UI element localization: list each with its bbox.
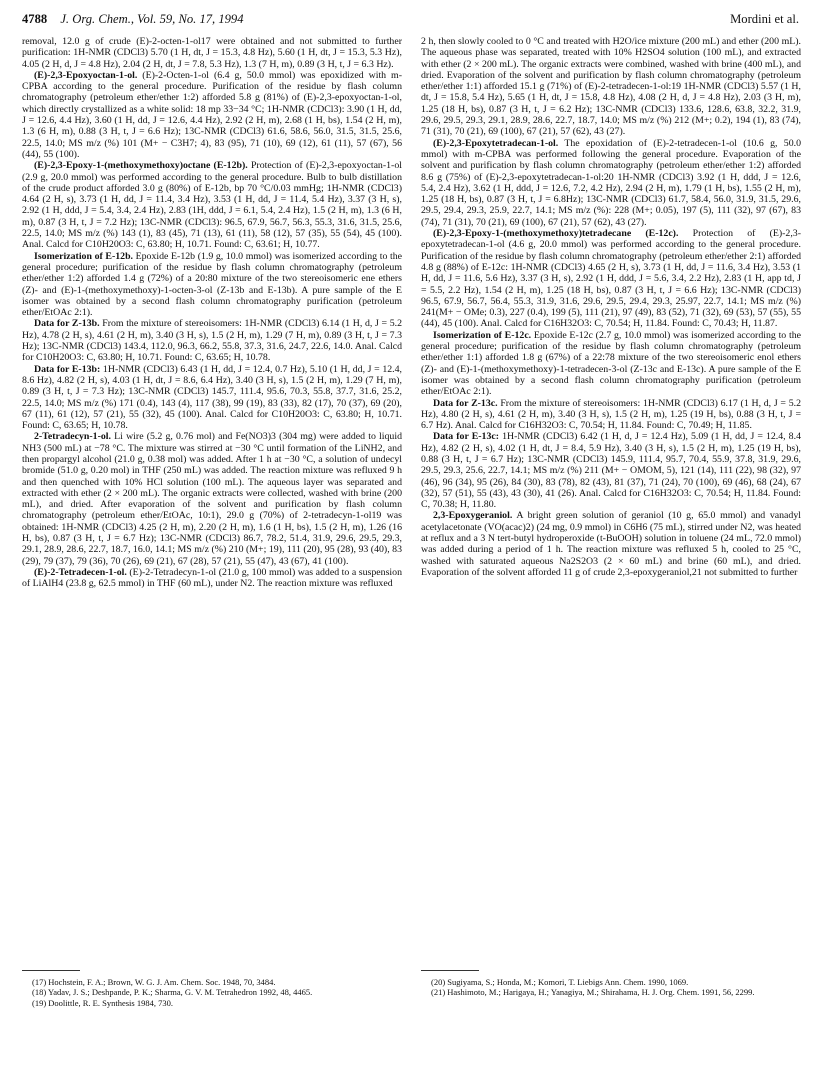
footnote-19: (19) Doolittle, R. E. Synthesis 1984, 730. (32, 997, 173, 1008)
page-number: 4788 (22, 12, 48, 26)
paragraph: (E)-2,3-Epoxy-1-(methoxymethoxy)tetradecane (E-12c). Protection of (E)-2,3-epoxytetradecan-1-ol (4.6 g, 20.0 mmol) was performed according to the general procedure. Purification of the residue by flash column chromatography (petroleum ether/ether 2:1) afforded 4.8 g (88%) of E-12c: 1H-NMR (CDCl3) 4.65 (2 H, s), 3.73 (1 H, dd, J = 11.6, 3.4 Hz), 3.53 (1 H, dd, J = 11.6, 5.6 Hz), 3.37 (3 H, s), 2.92 (1 H, ddd, J = 5.6, 3.4, 2.2 Hz), 2.83 (1 H, app td, J = 5.5, 2.2 Hz), 1.54 (2 H, m), 1.25 (18 H, bs), 0.87 (3 H, t, J = 6.6 Hz); 13C-NMR (CDCl3) 96.5, 67.9, 56.7, 56.4, 55.3, 31.9, 31.6, 29.6, 29.5, 29.4, 29.3, 25.97, 22.7, 14.1; MS m/z (%) 241(M+ − OMe; 0.3), 227 (0.4), 199 (5), 111 (21), 97 (49), 83 (52), 71 (32), 69 (53), 57 (55), 55 (44), 45 (100). Anal. Calcd for C16H32O3: C, 70.54; H, 11.84. Found: C, 70.43; H, 11.87. (421, 228, 801, 330)
paragraph: (E)-2,3-Epoxytetradecan-1-ol. The epoxidation of (E)-2-tetradecen-1-ol (10.6 g, 50.0 mmol) with m-CPBA was performed following the general procedure. Evaporation of the solvent and purification by flash column chromatography (petroleum ether/ether 1:2) afforded 8.6 g (75%) of (E)-2,3-epoxytetradecan-1-ol:20 1H-NMR (CDCl3) 3.92 (1 H, ddd, J = 12.6, 5.4, 2.4 Hz), 3.62 (1 H, ddd, J = 12.6, 7.2, 4.2 Hz), 2.94 (2 H, m), 1.79 (1 H, bs), 1.55 (2 H, m), 1.25 (18 H, bs), 0.87 (3 H, t, J = 6.8Hz); 13C-NMR (CDCl3) 61.7, 58.4, 56.0, 31.9, 31.5, 29.6, 29.5, 29.4, 29.3, 25.9, 22.7, 14.1; MS m/z (%): 228 (M+; 0.05), 197 (5), 111 (32), 97 (67), 83 (74), 71 (31), 70 (21), 69 (100), 67 (21), 57 (62), 43 (27). (421, 137, 801, 228)
footnotes-right (421, 977, 801, 998)
journal-citation: J. Org. Chem., Vol. 59, No. 17, 1994 (60, 12, 244, 26)
footnote-21: (21) Hashimoto, M.; Harigaya, H.; Yanagiya, M.; Shirahama, H. J. Org. Chem. 1991, 56, 2299. (431, 987, 755, 998)
paragraph: (E)-2,3-Epoxyoctan-1-ol. (E)-2-Octen-1-ol (6.4 g, 50.0 mmol) was epoxidized with m-CPBA according to the general procedure. Purification of the residue by flash column chromatography (petroleum ether/ether 1:2) afforded 5.8 g (81%) of (E)-2,3-epoxyoctan-1-ol, which directly crystallized as a white solid: 18 mp 33−34 °C; 1H-NMR (CDCl3): 3.90 (1 H, dd, J = 12.6, 4.4 Hz), 3.60 (1 H, dd, J = 12.6, 4.4 Hz), 2.92 (2 H, m), 2.68 (1 H, bs), 1.54 (2 H, m), 1.3 (6 H, m), 0.88 (3 H, t, J = 6.6 Hz); 13C-NMR (CDCl3) 61.6, 58.6, 56.0, 31.5, 31.5, 25.6, 22.5, 14.0; MS m/z (%) 101 (M+ − C3H7; 4), 83 (95), 71 (10), 69 (12), 61 (11), 57 (67), 56 (44), 55 (100). (22, 69, 402, 160)
footnote-20: (20) Sugiyama, S.; Honda, M.; Komori, T. Liebigs Ann. Chem. 1990, 1069. (431, 977, 689, 987)
section-heading: Isomerization of E-12c. (433, 329, 532, 341)
paragraph: Isomerization of E-12b. Epoxide E-12b (1.9 g, 10.0 mmol) was isomerized according to the general procedure; purification of the residue by flash column chromatography (petroleum ether/ether 1:2) afforded 1.4 g (72%) of a 20:80 mixture of the two stereoisomeric ene ethers (Z)- and (E)-1-(methoxymethoxy)-1-octen-3-ol (Z-13b and E-13b). A pure sample of the E isomer was obtained by a second flash column chromatography purification (petroleum ether/EtOAc 2:1). (22, 250, 402, 319)
paragraph: Data for Z-13b. From the mixture of stereoisomers: 1H-NMR (CDCl3) 6.14 (1 H, d, J = 5.2 Hz), 4.78 (2 H, s), 4.61 (2 H, m), 3.40 (3 H, s), 1.5 (2 H, m), 1.29 (7 H, m), 0.89 (3 H, t, J = 7.3 Hz); 13C-NMR (CDCl3) 143.4, 112.0, 96.3, 66.2, 55.8, 37.3, 31.6, 24.7, 22.6, 14.0. Anal. Calcd for C10H20O3: C, 63.80; H, 10.71. Found: C, 63.65; H, 10.78. (22, 318, 402, 364)
section-heading: (E)-2,3-Epoxy-1-(methoxymethoxy)octane (E-12b). (34, 160, 248, 172)
section-heading: Isomerization of E-12b. (34, 250, 133, 262)
paragraph: Isomerization of E-12c. Epoxide E-12c (2.7 g, 10.0 mmol) was isomerized according to the general procedure; purification of the residue by flash column chromatography (petroleum ether/ether 1:1) afforded 1.8 g (67%) of a 22:78 mixture of the two stereoisomeric enol ethers (Z)- and (E)-1-(methoxymethoxy)-1-tetradecen-3-ol (Z-13c and E-13c). A pure sample of the E isomer was obtained by a second flash column chromatography purification (petroleum ether/EtOAc 2:1). (421, 329, 801, 398)
section-heading: Data for E-13c: (433, 431, 500, 443)
footnote-18: (18) Yadav, J. S.; Deshpande, P. K.; Sharma, G. V. M. Tetrahedron 1992, 48, 4465. (32, 987, 313, 998)
footnote-divider (22, 970, 80, 971)
paragraph: 2,3-Epoxygeraniol. A bright green solution of geraniol (10 g, 65.0 mmol) and vanadyl acetylacetonate (VO(acac)2) (24 mg, 0.9 mmol) in C6H6 (75 mL), stirred under N2, was heated at reflux and a 3 N tert-butyl hydroperoxide (t-BuOOH) solution in toluene (24 mL, 72.0 mmol) was added during a period of 1 h. The reaction mixture was refluxed 5 h, cooled to 25 °C, washed with saturated aqueous Na2S2O3 (2 × 60 mL) and brine (60 mL), and dried. Evaporation of the solvent afforded 11 g of crude 2,3-epoxygeraniol,21 not submitted to further (421, 510, 801, 578)
paragraph: (E)-2,3-Epoxy-1-(methoxymethoxy)octane (E-12b). Protection of (E)-2,3-epoxyoctan-1-ol (2.9 g, 20.0 mmol) was performed according to the general procedure. Bulb to bulb distillation of the crude product afforded 3.0 g (80%) of E-12b, bp 70 °C/0.03 mmHg; 1H-NMR (CDCl3) 4.64 (2 H, s), 3.73 (1 H, dd, J = 11.4, 3.4 Hz), 3.53 (1 H, dd, J = 11.4, 5.4 Hz), 3.37 (3 H, s), 2.92 (1 H, ddd, J = 5.4, 3.4, 2.4 Hz), 2.83 (1H, ddd, J = 6.1, 5.4, 2.4 Hz), 1.5 (2 H, m), 1.3 (6 H, m), 0.87 (3 H, t, J = 7.2 Hz); 13C-NMR (CDCl3): 96.5, 67.9, 56.7, 56.3, 55.3, 31.6, 31.5, 25.6, 22.5, 14.0; MS m/z (%) 143 (1), 83 (45), 71 (13), 61 (11), 58 (12), 57 (35), 55 (54), 45 (100). Anal. Calcd for C10H20O3: C, 63.80; H, 10.71. Found: C, 63.61; H, 10.77. (22, 160, 402, 251)
section-heading: 2-Tetradecyn-1-ol. (34, 431, 112, 443)
section-heading: 2,3-Epoxygeraniol. (433, 510, 513, 522)
section-heading: Data for Z-13b. (34, 318, 100, 330)
section-heading: Data for Z-13c. (433, 397, 498, 409)
paragraph: Data for Z-13c. From the mixture of stereoisomers: 1H-NMR (CDCl3) 6.17 (1 H, d, J = 5.2 Hz), 4.80 (2 H, s), 4.61 (2 H, m), 3.40 (3 H, s), 1.5 (2 H, m), 1.25 (19 H, bs), 0.88 (3 H, t, J = 6.7 Hz). Anal. Calcd for C16H32O3: C, 70.54; H, 11.84. Found: C, 70.49; H, 11.85. (421, 397, 802, 432)
section-heading: Data for E-13b: (34, 363, 101, 375)
paragraph: Data for E-13b: 1H-NMR (CDCl3) 6.43 (1 H, dd, J = 12.4, 0.7 Hz), 5.10 (1 H, dd, J = 12.4, 8.6 Hz), 4.82 (2 H, s), 4.03 (1 H, dt, J = 8.6, 6.4 Hz), 3.40 (3 H, s), 1.5 (2 H, m), 1.29 (7 H, m), 0.89 (3 H, t, J = 7.3 Hz); 13C-NMR (CDCl3) 145.7, 111.4, 95.6, 70.3, 55.8, 37.7, 31.6, 25.2, 22.5, 14.0; MS m/z (%) 171 (0.4), 143 (4), 117 (38), 99 (19), 83 (33), 82 (17), 70 (37), 69 (20), 67 (11), 61 (12), 57 (21), 55 (32), 45 (100). Anal. Calcd for C10H20O3: C, 63.80; H, 10.71. Found: C, 63.65; H, 10.78. (22, 363, 403, 432)
paragraph: 2 h, then slowly cooled to 0 °C and treated with H2O/ice mixture (200 mL) and ether (200 mL). The aqueous phase was separated, treated with 10% H2SO4 solution (100 mL), and extracted with ether (2 × 200 mL). The organic extracts were combined, washed with brine (400 mL), and dried. Evaporation of the solvent and purification by flash column chromatography (petroleum ether/ether 1:1) afforded 15.1 g (71%) of (E)-2-tetradecen-1-ol:19 1H-NMR (CDCl3) 5.57 (1 H, dt, J = 15.8, 5.4 Hz), 5.65 (1 H, dt, J = 15.8, 4.8 Hz), 4.08 (2 H, d, J = 4.8 Hz), 2.03 (3 H, m), 1.25 (18 H, bs), 0.87 (3 H, t, J = 6.2 Hz); 13C-NMR (CDCl3) 133.6, 128.6, 63.8, 32.2, 31.9, 29.6, 29.5, 29.3, 29.1, 28.9, 28.6, 22.7, 18.7, 14.0; MS m/z (%) 212 (M+; 0.2), 194 (1), 83 (74), 71 (31), 70 (21), 69 (100), 67 (21), 57 (62), 43 (27). (421, 36, 801, 138)
section-heading: (E)-2,3-Epoxytetradecan-1-ol. (433, 137, 559, 149)
running-authors: Mordini et al. (730, 12, 799, 26)
section-heading: (E)-2-Tetradecen-1-ol. (34, 566, 127, 578)
paragraph: Data for E-13c: 1H-NMR (CDCl3) 6.42 (1 H, d, J = 12.4 Hz), 5.09 (1 H, dd, J = 12.4, 8.4 Hz), 4.82 (2 H, s), 4.02 (1 H, dt, J = 8.4, 5.9 Hz), 3.40 (3 H, s), 1.5 (2 H, m), 1.25 (19 H, bs), 0.88 (3 H, t, J = 6.7 Hz); 13C-NMR (CDCl3) 145.9, 111.4, 95.7, 70.4, 55.9, 37.8, 31.9, 29.6, 29.5, 29.3, 25.6, 22.7, 14.1; MS m/z (%) 211 (M+ − OMOM, 5), 121 (14), 111 (22), 98 (32), 97 (46), 96 (34), 95 (26), 84 (30), 83 (78), 82 (43), 81 (37), 71 (24), 70 (100), 69 (46), 68 (24), 67 (32), 57 (51), 55 (43), 43 (30), 41 (26). Anal. Calcd for C16H32O3: C, 70.54; H, 11.84. Found: C, 70.38; H, 11.80. (421, 431, 801, 511)
paragraph: 2-Tetradecyn-1-ol. Li wire (5.2 g, 0.76 mol) and Fe(NO3)3 (304 mg) were added to liquid NH3 (500 mL) at −78 °C. The mixture was stirred at −30 °C until formation of the LiNH2, and then propargyl alcohol (21.0 g, 0.38 mol) was added. After 1 h at −30 °C, a solution of undecyl bromide (51.0 g, 0.20 mol) in THF (250 mL) was added. The reaction mixture was refluxed 9 h and then quenched with 10% HCl solution (100 mL). The aqueous layer was separated and extracted with ether (2 × 200 mL). The organic extracts were collected, washed with brine (200 mL), and dried. After evaporation of the solvent and purification by flash column chromatography (petroleum ether/EtOAc, 10:1), 29.0 g (70%) of 2-tetradecyn-1-ol19 was obtained: 1H-NMR (CDCl3) 4.25 (2 H, m), 2.20 (2 H, m), 1.6 (1 H, bs), 1.5 (2 H, m), 1.26 (16 H, bs), 0.87 (3 H, t, J = 6.7 Hz); 13C-NMR (CDCl3) 86.7, 78.2, 51.4, 31.9, 29.6, 29.5, 29.3, 29.1, 28.9, 28.6, 22.7, 18.7, 16.0, 14.1; MS m/z (%) 210 (M+; 19), 111 (20), 95 (28), 93 (40), 83 (29), 79 (37), 79 (36), 70 (26), 69 (21), 67 (28), 57 (21), 55 (47), 43 (67), 41 (100). (22, 431, 402, 567)
paragraph: removal, 12.0 g of crude (E)-2-octen-1-ol17 were obtained and not submitted to further purification: 1H-NMR (CDCl3) 5.70 (1 H, dt, J = 15.3, 4.8 Hz), 5.60 (1 H, dt, J = 15.3, 5.3 Hz), 4.05 (2 H, d, J = 4.8 Hz), 2.04 (2 H, dt, J = 7.8, 5.3 Hz), 1.3 (7 H, m), 0.89 (3 H, t, J = 6.3 Hz). (22, 36, 402, 70)
footnote-17: (17) Hochstein, F. A.; Brown, W. G. J. Am. Chem. Soc. 1948, 70, 3484. (32, 977, 276, 987)
paragraph: (E)-2-Tetradecen-1-ol. (E)-2-Tetradecyn-1-ol (21.0 g, 100 mmol) was added to a suspension of LiAlH4 (23.8 g, 62.5 mmol) in THF (60 mL), under N2. The reaction mixture was refluxed (22, 566, 402, 590)
left-column (22, 36, 402, 590)
footnote-divider (421, 970, 479, 971)
running-header (22, 12, 799, 30)
right-column (421, 36, 801, 578)
footnotes-left (22, 977, 402, 1008)
section-heading: (E)-2,3-Epoxy-1-(methoxymethoxy)tetradecane (E-12c). (433, 228, 679, 240)
section-heading: (E)-2,3-Epoxyoctan-1-ol. (34, 69, 138, 81)
